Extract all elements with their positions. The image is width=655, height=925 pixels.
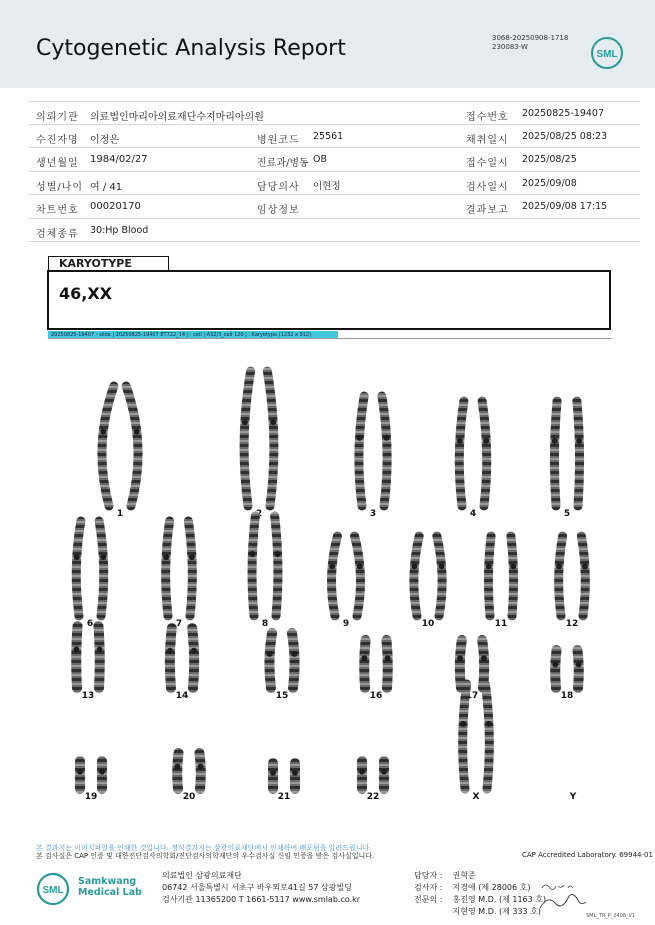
karyotype-result-box bbox=[47, 270, 611, 330]
centromere bbox=[329, 563, 335, 569]
centromere bbox=[481, 655, 487, 661]
hospital-code-value: 25561 bbox=[313, 130, 344, 142]
chromosome-12-1 bbox=[559, 536, 563, 616]
chromosome-pair-12 bbox=[556, 536, 588, 629]
chromosome-pair-10 bbox=[411, 536, 444, 629]
manager-value: 권혁준 bbox=[452, 871, 476, 880]
document-id-line2: 230083-W bbox=[492, 43, 528, 51]
specimen-value: 30:Hp Blood bbox=[90, 224, 149, 236]
centromere bbox=[483, 438, 489, 444]
centromere bbox=[163, 554, 169, 560]
accreditation-notice: 본 검사실은 CAP 인증 및 대한진단검사의학회/진단검사의학재단의 우수검사실 신임 인증을 받은 검사실입니다. bbox=[36, 852, 375, 860]
svg-text:SML: SML bbox=[42, 885, 64, 896]
report-date-label: 결과보고 bbox=[466, 205, 509, 216]
chromosome-14-1 bbox=[170, 628, 172, 688]
specimen-label: 검체종류 bbox=[36, 228, 79, 240]
karyotype-tab: KARYOTYPE bbox=[48, 256, 169, 271]
svg-text:SML: SML bbox=[596, 49, 618, 60]
collection-date-value: 2025/08/25 08:23 bbox=[522, 130, 608, 142]
centromere bbox=[100, 554, 106, 560]
chromosome-label-2: 2 bbox=[255, 509, 263, 519]
info-row bbox=[28, 125, 640, 149]
chromosome-label-10: 10 bbox=[421, 619, 435, 629]
cap-accreditation: CAP Accredited Laboratory. 69944-01 bbox=[522, 851, 653, 859]
centromere bbox=[439, 563, 445, 569]
chromosome-pair-5 bbox=[552, 401, 583, 519]
chromosome-label-21: 21 bbox=[277, 792, 291, 802]
centromere bbox=[242, 419, 248, 425]
receipt-no-label: 접수번호 bbox=[466, 112, 509, 123]
chromosome-pair-1 bbox=[100, 386, 139, 519]
chromosome-13-1 bbox=[76, 626, 77, 688]
chromosome-pair-22 bbox=[359, 761, 387, 802]
sex-age-label: 성별/나이 bbox=[36, 181, 84, 193]
chromosome-label-17: 17 bbox=[465, 691, 479, 701]
chromosome-label-16: 16 bbox=[369, 691, 383, 701]
chromosome-13-2 bbox=[98, 626, 99, 688]
karyogram-chromosomes bbox=[0, 345, 655, 815]
centromere bbox=[99, 769, 105, 775]
centromere bbox=[174, 764, 180, 770]
doctor-value: 이현정 bbox=[313, 180, 341, 192]
chromosome-label-22: 22 bbox=[366, 792, 380, 802]
chromosome-9-2 bbox=[355, 536, 361, 616]
chromosome-18-1 bbox=[555, 650, 556, 688]
chromosome-8-2 bbox=[275, 516, 278, 616]
centromere bbox=[167, 648, 173, 654]
test-date-value: 2025/09/08 bbox=[522, 177, 577, 189]
centromere bbox=[100, 429, 106, 435]
centromere bbox=[189, 554, 195, 560]
chromosome-pair-Y bbox=[569, 792, 577, 802]
institution-label: 의뢰기관 bbox=[36, 112, 79, 123]
samkwang-logo-text bbox=[78, 876, 142, 898]
centromere bbox=[552, 438, 558, 444]
birth-label: 생년월일 bbox=[36, 158, 79, 169]
chromosome-X-1 bbox=[463, 684, 467, 789]
centromere bbox=[457, 655, 463, 661]
receipt-no-value: 20250825-19407 bbox=[522, 108, 605, 119]
chromosome-X-2 bbox=[485, 684, 489, 789]
chromosome-10-2 bbox=[437, 536, 442, 616]
chromosome-label-9: 9 bbox=[342, 619, 350, 629]
chromosome-2-1 bbox=[244, 371, 251, 506]
karyotype-result: 46,XX bbox=[59, 284, 113, 303]
chromosome-label-8: 8 bbox=[261, 619, 269, 629]
examinee-label: 수진자명 bbox=[36, 134, 79, 146]
chromosome-label-11: 11 bbox=[494, 619, 508, 629]
centromere bbox=[270, 770, 276, 776]
report-date-value: 2025/09/08 17:15 bbox=[522, 201, 608, 212]
specialist2-value: 지현영 M.D. (제 333 호) bbox=[452, 907, 542, 916]
info-row bbox=[28, 172, 640, 196]
collection-date-label: 채취일시 bbox=[466, 134, 509, 146]
chromosome-5-2 bbox=[577, 401, 580, 506]
chromosome-label-1: 1 bbox=[116, 509, 124, 519]
chromosome-15-2 bbox=[292, 633, 295, 688]
centromere bbox=[191, 648, 197, 654]
hospital-code-label: 병원코드 bbox=[257, 134, 300, 146]
chromosome-14-2 bbox=[192, 628, 194, 688]
centromere bbox=[411, 563, 417, 569]
chromosome-18-2 bbox=[577, 650, 578, 688]
slide-info-bar: 20250825-19407 - slide | 20250825-19407 ET722_14 | : cell | A32/3_cell 120 | : Karyotype (1232 x 912) bbox=[48, 331, 338, 339]
chromosome-4-1 bbox=[459, 401, 464, 506]
chromosome-1-2 bbox=[126, 386, 138, 506]
doctor-label: 담당의사 bbox=[257, 181, 300, 193]
chromosome-20-1 bbox=[177, 753, 178, 789]
image-notice: 본 결과지는 이미지파일을 인쇄한 것입니다. 정식결과지는 삼광의료재단에서 인쇄하여 배포됨을 알려드립니다. bbox=[36, 844, 372, 852]
chromosome-16-2 bbox=[386, 640, 387, 688]
chromosome-11-2 bbox=[511, 536, 514, 616]
chart-no-label: 차트번호 bbox=[36, 205, 79, 216]
chromosome-7-1 bbox=[166, 521, 170, 616]
chromosome-17-1 bbox=[460, 640, 462, 688]
tester-value: 지경애 (제 28006 호) bbox=[452, 883, 531, 892]
chromosome-3-2 bbox=[382, 396, 387, 506]
chromosome-3-1 bbox=[359, 396, 364, 506]
centromere bbox=[359, 769, 365, 775]
chromosome-pair-13 bbox=[73, 626, 102, 701]
lab-info bbox=[162, 870, 360, 906]
chromosome-label-3: 3 bbox=[369, 509, 377, 519]
chromosome-16-1 bbox=[364, 640, 365, 688]
centromere bbox=[361, 655, 367, 661]
specialist-label: 전문의 : bbox=[414, 895, 443, 904]
centromere bbox=[267, 651, 273, 657]
lab-address: 06742 서울특별시 서초구 바우뫼로41길 57 삼광빌딩 bbox=[162, 883, 352, 892]
chromosome-pair-7 bbox=[163, 521, 195, 629]
chromosome-label-X: X bbox=[472, 792, 480, 802]
institution-value: 의료법인마리아의료재단수지마리아의원 bbox=[90, 112, 264, 123]
chromosome-pair-16 bbox=[361, 640, 390, 701]
chromosome-label-19: 19 bbox=[84, 792, 98, 802]
test-date-label: 검사일시 bbox=[466, 181, 509, 193]
centromere bbox=[249, 551, 255, 557]
document-id bbox=[492, 34, 568, 52]
tester-label: 검사자 : bbox=[414, 883, 443, 892]
chromosome-pair-2 bbox=[242, 371, 276, 519]
chromosome-12-2 bbox=[581, 536, 585, 616]
centromere bbox=[77, 769, 83, 775]
specialist1-value: 홍진영 M.D. (제 1163 호) bbox=[452, 895, 547, 904]
chromosome-pair-4 bbox=[457, 401, 489, 519]
form-version: SML_TR_P_2408_V1 bbox=[586, 913, 636, 919]
info-row bbox=[28, 195, 640, 219]
chromosome-11-1 bbox=[488, 536, 491, 616]
chromosome-pair-9 bbox=[329, 536, 363, 629]
chromosome-label-5: 5 bbox=[563, 509, 571, 519]
sex-age-value: 여 / 41 bbox=[90, 181, 123, 193]
chromosome-label-4: 4 bbox=[469, 509, 477, 519]
centromere bbox=[582, 563, 588, 569]
chromosome-pair-8 bbox=[249, 516, 280, 629]
centromere bbox=[510, 563, 516, 569]
chromosome-pair-20 bbox=[174, 753, 203, 802]
logo-name-line2: Medical Lab bbox=[78, 887, 142, 898]
centromere bbox=[134, 429, 140, 435]
chromosome-pair-X bbox=[460, 684, 492, 802]
chromosome-label-18: 18 bbox=[560, 691, 574, 701]
chromosome-10-1 bbox=[414, 536, 419, 616]
chromosome-label-14: 14 bbox=[175, 691, 189, 701]
chromosome-pair-11 bbox=[486, 536, 517, 629]
info-row bbox=[28, 101, 640, 125]
centromere bbox=[270, 419, 276, 425]
document-id-line1: 3068-20250908-1718 bbox=[492, 34, 569, 42]
patient-info-table bbox=[28, 101, 640, 242]
chromosome-8-1 bbox=[252, 516, 255, 616]
centromere bbox=[198, 764, 204, 770]
chromosome-6-2 bbox=[99, 521, 104, 616]
centromere bbox=[460, 721, 466, 727]
chromosome-5-1 bbox=[554, 401, 557, 506]
chromosome-4-2 bbox=[482, 401, 487, 506]
dept-label: 진료과/병동 bbox=[257, 158, 309, 169]
centromere bbox=[385, 655, 391, 661]
chromosome-label-Y: Y bbox=[569, 792, 577, 802]
divider bbox=[48, 338, 612, 339]
chromosome-label-13: 13 bbox=[81, 691, 95, 701]
chromosome-label-7: 7 bbox=[175, 619, 183, 629]
centromere bbox=[291, 651, 297, 657]
karyogram-image bbox=[0, 345, 655, 815]
staff-info bbox=[414, 870, 546, 918]
centromere bbox=[552, 661, 558, 667]
chromosome-7-2 bbox=[188, 521, 192, 616]
report-header bbox=[0, 0, 655, 88]
birth-value: 1984/02/27 bbox=[90, 154, 148, 165]
chromosome-pair-15 bbox=[267, 633, 298, 701]
receipt-date-label: 접수일시 bbox=[466, 158, 509, 169]
centromere bbox=[556, 563, 562, 569]
signature-image bbox=[538, 880, 588, 914]
dept-value: OB bbox=[313, 154, 327, 165]
centromere bbox=[381, 769, 387, 775]
chromosome-20-2 bbox=[199, 753, 200, 789]
centromere bbox=[576, 438, 582, 444]
chromosome-label-15: 15 bbox=[275, 691, 289, 701]
centromere bbox=[576, 661, 582, 667]
chromosome-pair-3 bbox=[356, 396, 389, 519]
centromere bbox=[486, 563, 492, 569]
centromere bbox=[292, 770, 298, 776]
centromere bbox=[486, 721, 492, 727]
centromere bbox=[457, 438, 463, 444]
chromosome-6-1 bbox=[76, 521, 81, 616]
manager-label: 담당자 : bbox=[414, 871, 443, 880]
chromosome-9-1 bbox=[331, 536, 337, 616]
chromosome-pair-6 bbox=[74, 521, 106, 629]
centromere bbox=[356, 435, 362, 441]
centromere bbox=[384, 435, 390, 441]
centromere bbox=[73, 647, 79, 653]
chromosome-pair-18 bbox=[552, 650, 581, 701]
examinee-value: 이정은 bbox=[90, 134, 119, 146]
chromosome-1-1 bbox=[102, 386, 114, 506]
centromere bbox=[275, 551, 281, 557]
info-row bbox=[28, 148, 640, 172]
logo-name-line1: Samkwang bbox=[78, 876, 137, 887]
chromosome-label-6: 6 bbox=[86, 619, 94, 629]
chromosome-pair-19 bbox=[77, 761, 105, 802]
centromere bbox=[97, 647, 103, 653]
chromosome-pair-21 bbox=[270, 763, 298, 802]
chromosome-15-1 bbox=[269, 633, 272, 688]
chromosome-2-2 bbox=[267, 371, 274, 506]
receipt-date-value: 2025/08/25 bbox=[522, 154, 577, 165]
lab-contact: 검사기관 11365200 T 1661-5117 www.smlab.co.kr bbox=[162, 895, 361, 904]
centromere bbox=[74, 554, 80, 560]
report-title: Cytogenetic Analysis Report bbox=[36, 36, 346, 61]
chromosome-label-20: 20 bbox=[182, 792, 196, 802]
chromosome-pair-14 bbox=[167, 628, 197, 701]
info-row bbox=[28, 219, 640, 243]
centromere bbox=[357, 563, 363, 569]
lab-name: 의료법인 삼광의료재단 bbox=[162, 871, 242, 880]
sml-logo bbox=[590, 36, 624, 70]
chromosome-label-12: 12 bbox=[565, 619, 579, 629]
clinical-info-label: 임상정보 bbox=[257, 205, 300, 216]
chart-no-value: 00020170 bbox=[90, 201, 141, 212]
